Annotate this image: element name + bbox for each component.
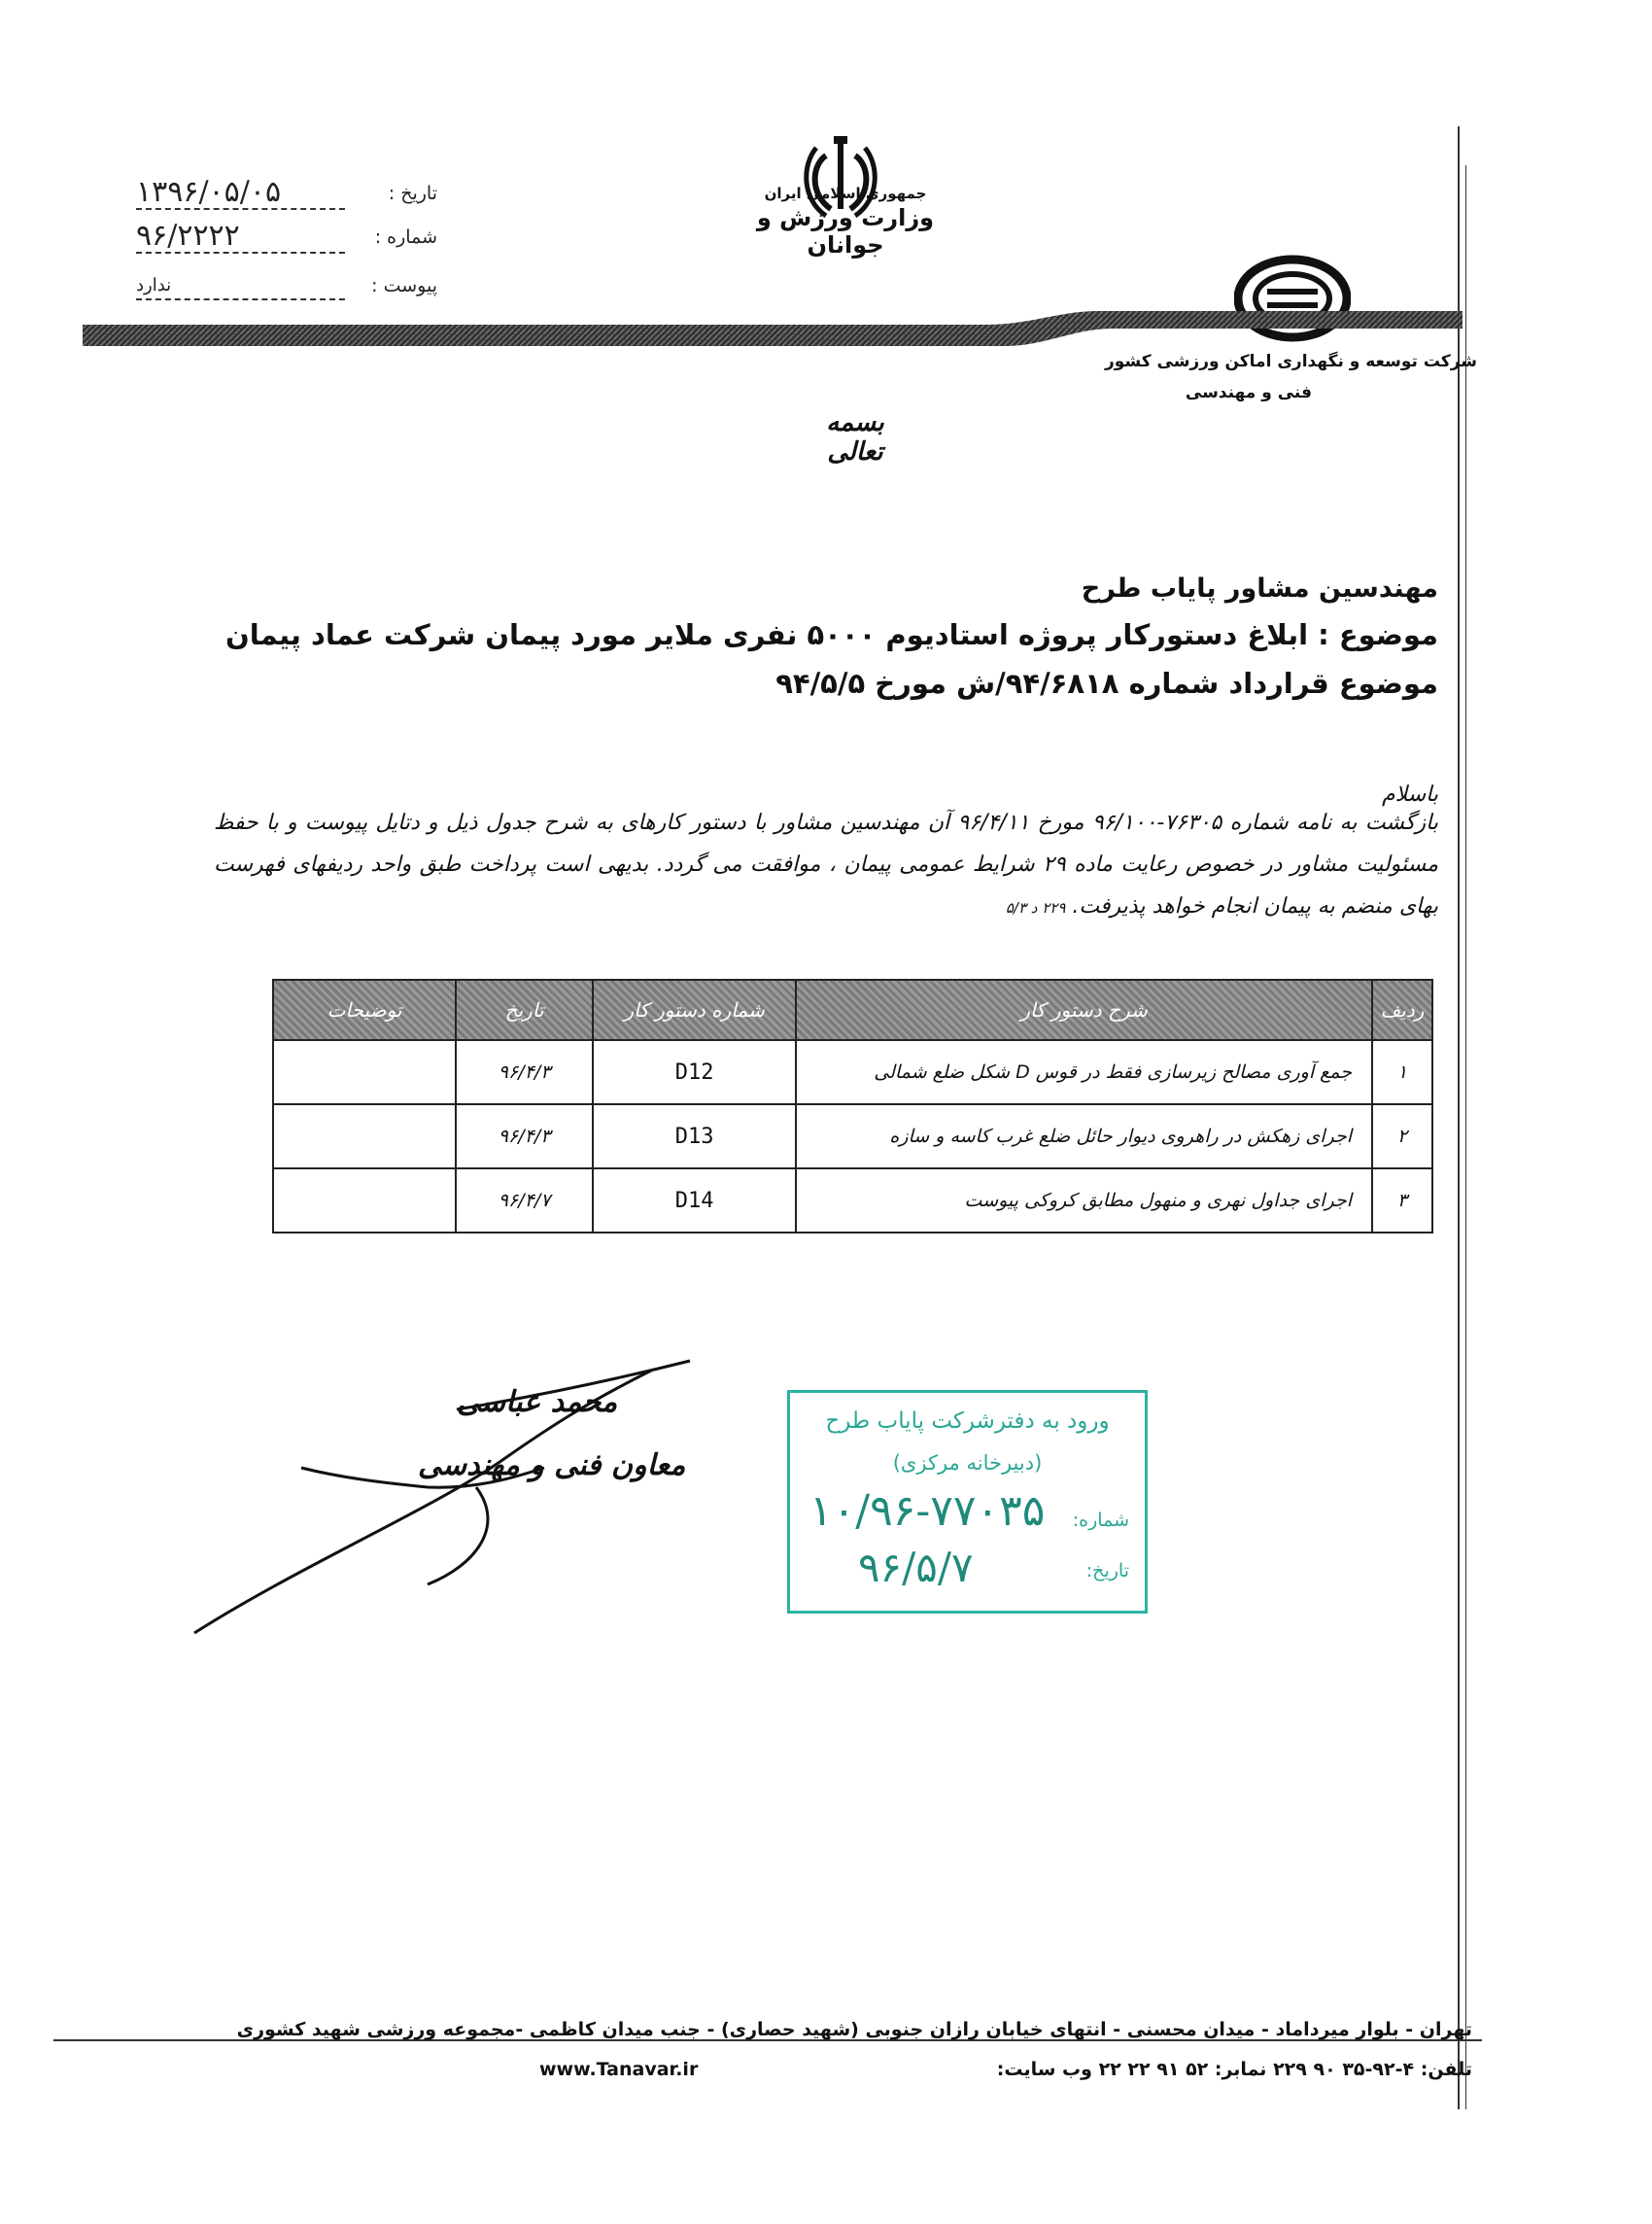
bismillah: بسمه تعالی: [826, 408, 884, 467]
table-row: [273, 1040, 1432, 1104]
company-heading: [1069, 352, 1477, 402]
row-notes: [273, 1104, 456, 1168]
row-number: ۲: [1372, 1104, 1432, 1168]
row-number: ۳: [1372, 1168, 1432, 1233]
stamp-number-label: شماره:: [1072, 1510, 1129, 1531]
row-number: ۱: [1372, 1040, 1432, 1104]
recipient: مهندسین مشاور پایاب طرح: [1081, 573, 1438, 604]
stamp-line1: ورود به دفترشرکت پایاب طرح: [825, 1408, 1110, 1434]
table-row: [273, 1168, 1432, 1233]
letter-body: [214, 802, 1438, 929]
date-value: ۱۳۹۶/۰۵/۰۵: [136, 175, 345, 210]
attachment-field: [136, 267, 437, 306]
table-header-row: [273, 980, 1432, 1040]
stamp-number-value: ۱۰/۹۶-۷۷۰۳۵: [809, 1486, 1046, 1536]
date-field: [136, 175, 437, 214]
inline-note: ۲۲۹ د ۵/۳: [1005, 899, 1066, 917]
row-date: ۹۶/۴/۳: [456, 1104, 593, 1168]
row-notes: [273, 1168, 456, 1233]
footer-website: www.Tanavar.ir: [539, 2059, 699, 2080]
scan-line: [1465, 165, 1466, 2109]
stamp-date-value: ۹۶/۵/۷: [858, 1544, 974, 1591]
ministry-line2: وزارت ورزش و جوانان: [756, 204, 935, 259]
signatory-title: معاون فنی و مهندسی: [418, 1448, 686, 1482]
footer-address: تهران - بلوار میرداماد - میدان محسنی - انتهای خیابان رازان جنوبی (شهید حصاری) - جنب میدان کاظمی -مجموعه ورزشی شهید کشوری: [236, 2019, 1472, 2040]
row-code: D14: [593, 1168, 796, 1233]
number-value: ۹۶/۲۲۲۲: [136, 219, 345, 254]
table-row: [273, 1104, 1432, 1168]
stamp-date-label: تاریخ:: [1085, 1560, 1129, 1581]
letter-body-text: بازگشت به نامه شماره ۷۶۳۰۵-۹۶/۱۰۰ مورخ ۹۶/۴/۱۱ آن مهندسین مشاور با دستور کارهای به شرح جدول ذیل و دتایل پیوست و با حفظ مسئولیت مشاور در خصوص رعایت ماده ۲۹ شرایط عمومی پیمان ، موافقت می گردد. بدیهی است پرداخت طبق واحد ردیفهای فهرست بهای منضم به پیمان انجام خواهد پذیرفت.: [214, 811, 1438, 919]
row-code: D13: [593, 1104, 796, 1168]
signatory-name: محمد عباسی: [457, 1385, 618, 1419]
header-code: شماره دستور کار: [593, 980, 796, 1040]
row-description: جمع آوری مصالح زیرسازی فقط در قوس D شکل ضلع شمالی: [796, 1040, 1372, 1104]
subject: موضوع : ابلاغ دستورکار پروژه استادیوم ۵۰۰۰ نفری ملایر مورد پیمان شرکت عماد پیمان موضوع قرارداد شماره ۹۴/۶۸۱۸/ش مورخ ۹۴/۵/۵: [225, 618, 1438, 700]
company-line2: فنی و مهندسی: [1185, 383, 1312, 402]
number-label: شماره :: [374, 226, 437, 248]
attachment-value: ندارد: [136, 275, 345, 300]
row-code: D12: [593, 1040, 796, 1104]
row-date: ۹۶/۴/۷: [456, 1168, 593, 1233]
stamp-line2: (دبیرخانه مرکزی): [892, 1451, 1043, 1475]
header-row-number: ردیف: [1372, 980, 1432, 1040]
header-description: شرح دستور کار: [796, 980, 1372, 1040]
receipt-stamp: [787, 1390, 1148, 1614]
date-label: تاریخ :: [388, 183, 437, 204]
header-date: تاریخ: [456, 980, 593, 1040]
ministry-line1: جمهوری اسلامی ایران: [764, 185, 927, 202]
footer-phone: تلفن: ۴-۹۲-۳۵ ۹۰ ۲۲۹ نمابر: ۵۲ ۹۱ ۲۲ ۲۲ وب سایت:: [996, 2059, 1472, 2080]
row-date: ۹۶/۴/۳: [456, 1040, 593, 1104]
header-notes: توضیحات: [273, 980, 456, 1040]
company-line1: شرکت توسعه و نگهداری اماکن ورزشی کشور: [1104, 352, 1477, 371]
scan-line: [1458, 126, 1460, 2109]
handwritten-signature: [185, 1341, 768, 1652]
attachment-label: پیوست :: [371, 275, 437, 296]
greeting: باسلام: [1381, 782, 1438, 807]
number-field: [136, 219, 437, 258]
ministry-heading: [719, 185, 972, 259]
work-orders-table: [272, 979, 1433, 1234]
row-description: اجرای زهکش در راهروی دیوار حائل ضلع غرب کاسه و سازه: [796, 1104, 1372, 1168]
row-notes: [273, 1040, 456, 1104]
row-description: اجرای جداول نهری و منهول مطابق کروکی پیوست: [796, 1168, 1372, 1233]
